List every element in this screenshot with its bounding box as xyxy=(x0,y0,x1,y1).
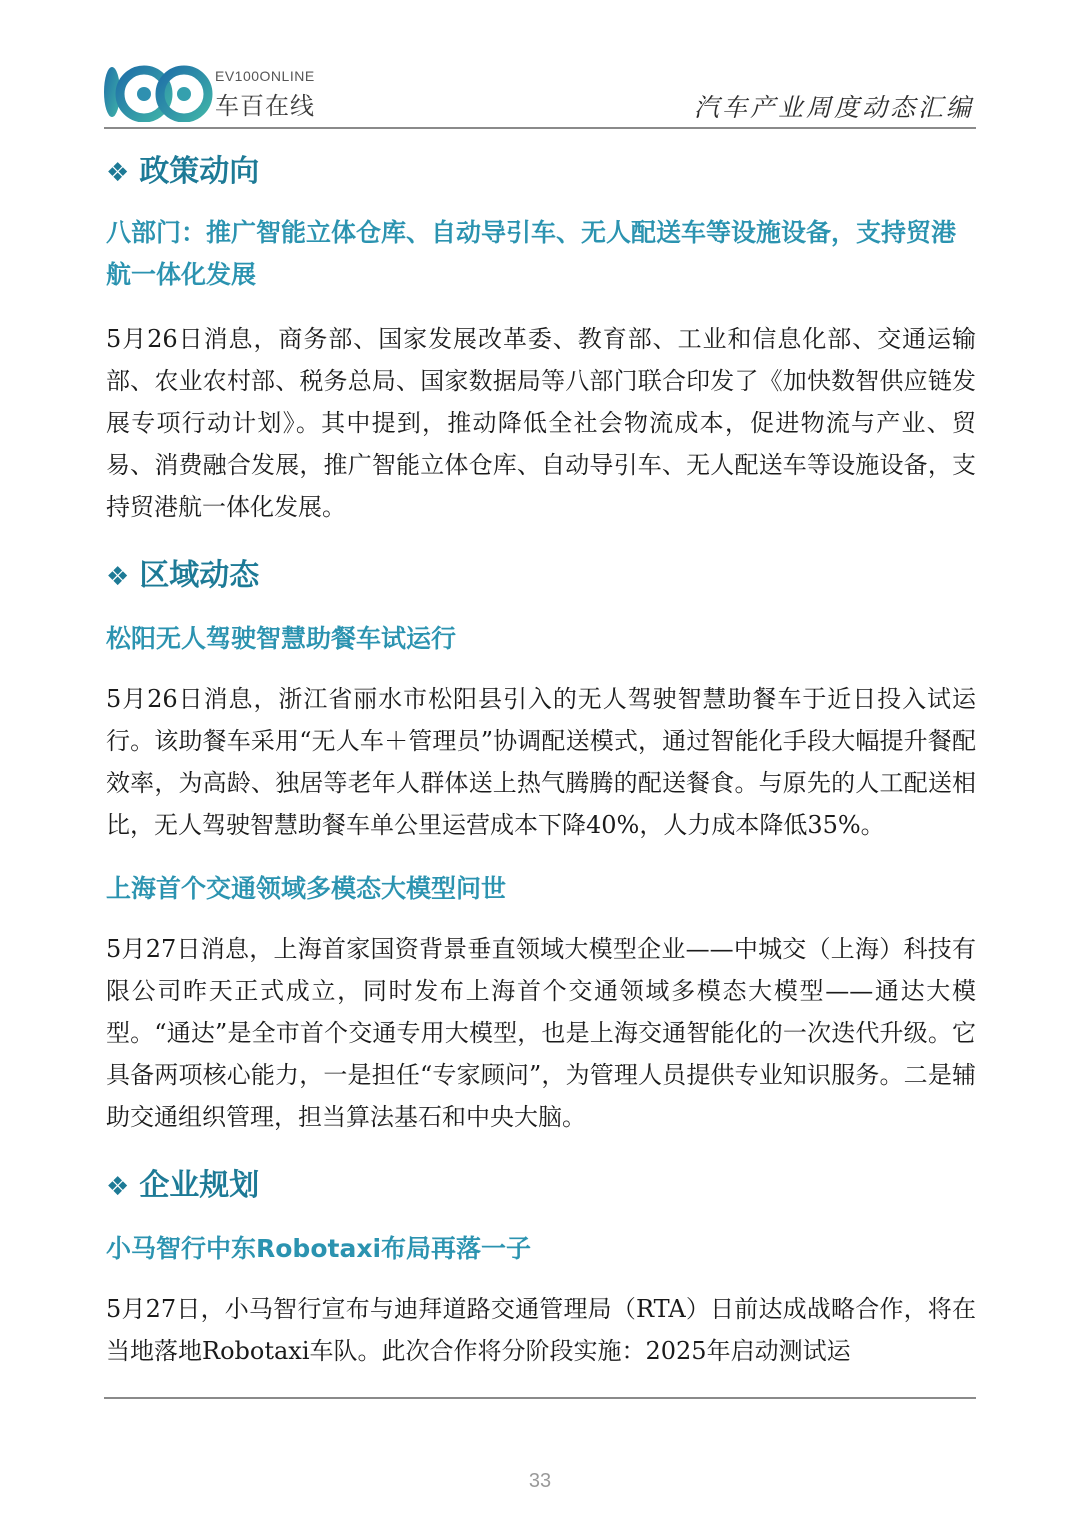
article-title: 小马智行中东Robotaxi布局再落一子 xyxy=(106,1234,532,1263)
section-title: ❖ 区域动态 xyxy=(106,558,260,593)
article-title: 上海首个交通领域多模态大模型问世 xyxy=(106,874,507,903)
section-regional xyxy=(106,554,976,1138)
article-body: 5月26日消息，商务部、国家发展改革委、教育部、工业和信息化部、交通运输部、农业农村部、税务总局、国家数据局等八部门联合印发了《加快数智供应链发展专项行动计划》。其中提到，推动降低全社会物流成本，促进物流与产业、贸易、消费融合发展，推广智能立体仓库、自动导引车、无人配送车等设施设备，支持贸港航一体化发展。 xyxy=(106,325,976,521)
page-header xyxy=(0,0,1080,130)
article-body: 5月27日，小马智行宣布与迪拜道路交通管理局（RTA）日前达成战略合作，将在当地落地Robotaxi车队。此次合作将分阶段实施：2025年启动测试运 xyxy=(106,1295,976,1365)
article-title: 松阳无人驾驶智慧助餐车试运行 xyxy=(106,624,457,653)
diamond-bullet-icon: ❖ xyxy=(106,158,130,188)
diamond-bullet-icon: ❖ xyxy=(106,562,130,592)
logo-main-text: 车百在线 xyxy=(215,92,315,120)
footer-divider xyxy=(104,1397,976,1399)
header-divider xyxy=(104,127,976,129)
article-title: 八部门：推广智能立体仓库、自动导引车、无人配送车等设施设备，支持贸港航一体化发展 xyxy=(106,218,957,289)
section-title: ❖ 政策动向 xyxy=(106,154,260,189)
page-content xyxy=(106,150,976,1372)
section-enterprise xyxy=(106,1164,976,1372)
diamond-bullet-icon: ❖ xyxy=(106,1172,130,1202)
document-title: 汽车产业周度动态汇编 xyxy=(693,93,974,122)
section-policy xyxy=(106,150,976,528)
page-number: 33 xyxy=(528,1470,552,1492)
section-title: ❖ 企业规划 xyxy=(106,1168,260,1203)
logo-small-text: EV100ONLINE xyxy=(215,68,315,84)
article-body: 5月26日消息，浙江省丽水市松阳县引入的无人驾驶智慧助餐车于近日投入试运行。该助餐车采用“无人车＋管理员”协调配送模式，通过智能化手段大幅提升餐配效率，为高龄、独居等老年人群体送上热气腾腾的配送餐食。与原先的人工配送相比，无人驾驶智慧助餐车单公里运营成本下降40%，人力成本降低35%。 xyxy=(106,685,976,839)
article-body: 5月27日消息，上海首家国资背景垂直领域大模型企业——中城交（上海）科技有限公司昨天正式成立，同时发布上海首个交通领域多模态大模型——通达大模型。“通达”是全市首个交通专用大模型，也是上海交通智能化的一次迭代升级。它具备两项核心能力，一是担任“专家顾问”，为管理人员提供专业知识服务。二是辅助交通组织管理，担当算法基石和中央大脑。 xyxy=(106,935,976,1131)
